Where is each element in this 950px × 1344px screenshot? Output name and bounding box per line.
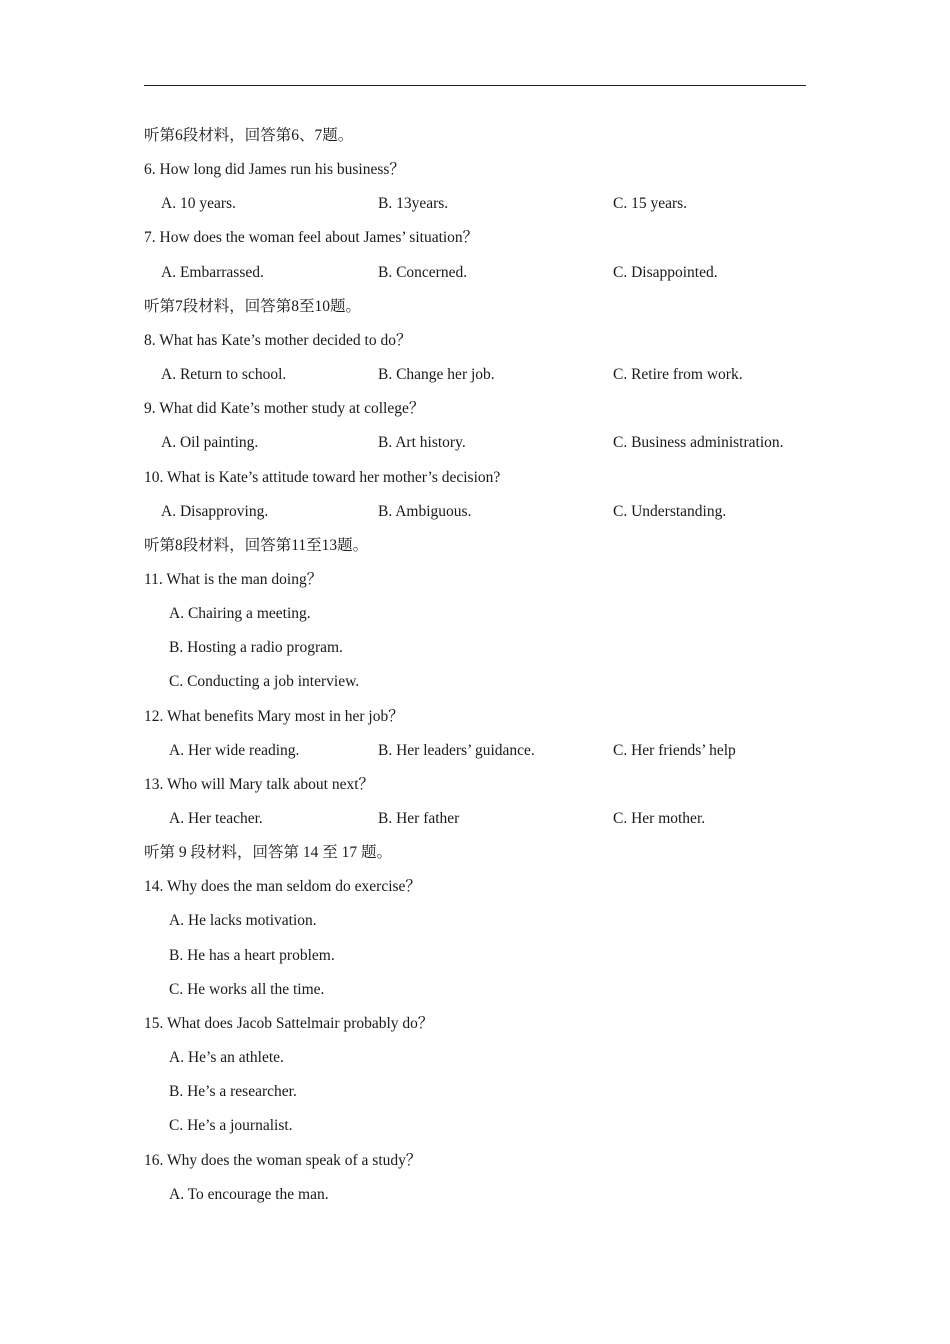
answer-option: B. Ambiguous. xyxy=(378,502,472,520)
answer-option: B. Art history. xyxy=(378,434,466,452)
answer-option: B. Change her job. xyxy=(378,366,495,384)
answer-option: C. Understanding. xyxy=(613,502,727,520)
answer-option: C. Business administration. xyxy=(613,434,784,452)
section-heading: 听第8段材料，回答第11至13题。 xyxy=(144,536,369,554)
question-text: 9. What did Kate’s mother study at college？ xyxy=(144,400,425,418)
answer-option: C. He’s a journalist. xyxy=(169,1117,293,1135)
answer-option: B. Her father xyxy=(378,810,460,827)
answer-option: A. To encourage the man. xyxy=(169,1185,329,1203)
answer-option: C. Her friends’ help xyxy=(613,741,736,759)
question-text: 7. How does the woman feel about James’ situation？ xyxy=(144,229,479,247)
answer-option: A. 10 years. xyxy=(161,195,236,213)
answer-option: B. He has a heart problem. xyxy=(169,946,335,964)
question-text: 14. Why does the man seldom do exercise？ xyxy=(144,878,421,896)
section-heading: 听第7段材料，回答第8至10题。 xyxy=(144,297,362,315)
answer-option: A. He lacks motivation. xyxy=(169,912,317,930)
question-text: 11. What is the man doing？ xyxy=(144,570,323,588)
options-row xyxy=(0,364,950,386)
answer-option: C. 15 years. xyxy=(613,195,688,213)
answer-option: A. Disapproving. xyxy=(161,502,269,520)
options-row xyxy=(0,193,950,215)
options-row xyxy=(0,262,950,284)
options-row xyxy=(0,808,950,830)
question-text: 16. Why does the woman speak of a study？ xyxy=(144,1151,422,1169)
section-heading: 听第 9 段材料，回答第 14 至 17 题。 xyxy=(144,844,393,862)
answer-option: C. Retire from work. xyxy=(613,366,743,384)
answer-option: A. Embarrassed. xyxy=(161,263,264,281)
question-text: 6. How long did James run his business？ xyxy=(144,161,405,179)
question-text: 12. What benefits Mary most in her job？ xyxy=(144,707,404,725)
options-row xyxy=(0,501,950,523)
answer-option: A. Chairing a meeting. xyxy=(169,605,311,623)
answer-option: B. Concerned. xyxy=(378,263,468,281)
answer-option: A. Her wide reading. xyxy=(169,741,300,759)
question-text: 13. Who will Mary talk about next？ xyxy=(144,775,375,793)
answer-option: B. Her leaders’ guidance. xyxy=(378,741,535,759)
header-rule xyxy=(144,85,806,86)
answer-option: A. Her teacher. xyxy=(169,810,263,827)
options-row xyxy=(0,432,950,454)
answer-option: B. He’s a researcher. xyxy=(169,1083,297,1101)
question-text: 15. What does Jacob Sattelmair probably do？ xyxy=(144,1014,434,1032)
section-heading: 听第6段材料，回答第6、7题。 xyxy=(144,127,354,144)
answer-option: C. Disappointed. xyxy=(613,263,718,281)
answer-option: C. Conducting a job interview. xyxy=(169,673,360,691)
answer-option: C. He works all the time. xyxy=(169,980,325,998)
question-text: 10. What is Kate’s attitude toward her mother’s decision? xyxy=(144,468,501,486)
answer-option: A. He’s an athlete. xyxy=(169,1049,284,1067)
answer-option: C. Her mother. xyxy=(613,810,706,827)
answer-option: A. Oil painting. xyxy=(161,434,259,452)
answer-option: A. Return to school. xyxy=(161,366,287,384)
question-text: 8. What has Kate’s mother decided to do？ xyxy=(144,331,412,349)
options-row xyxy=(0,740,950,762)
answer-option: B. 13years. xyxy=(378,195,449,213)
answer-option: B. Hosting a radio program. xyxy=(169,639,343,657)
